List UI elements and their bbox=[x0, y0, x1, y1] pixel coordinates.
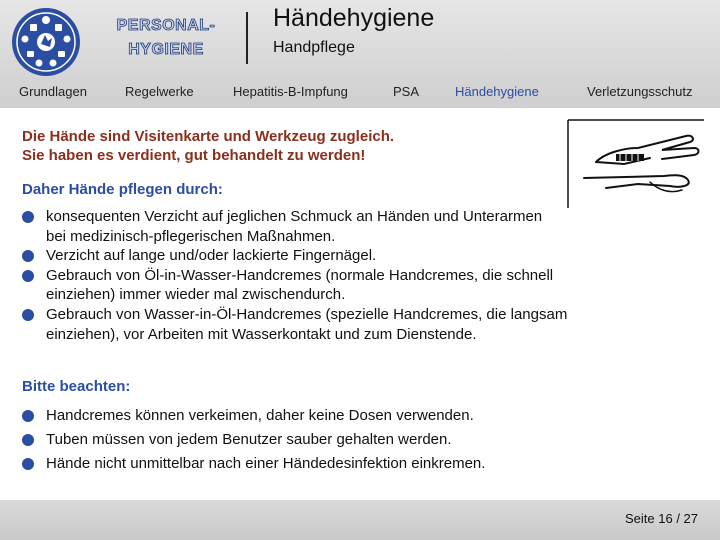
list-item-text: Hände nicht unmittelbar nach einer Händedesinfektion einkremen. bbox=[46, 455, 486, 472]
section-heading-pflege: Daher Hände pflegen durch: bbox=[22, 181, 223, 198]
list-item bbox=[22, 452, 622, 476]
nav-item-hepatitis-b-impfung[interactable]: Hepatitis-B-Impfung bbox=[233, 84, 348, 99]
list-item-line-2: bei medizinisch-pflegerischen Maßnahmen. bbox=[46, 227, 336, 245]
lead-statement bbox=[22, 127, 394, 165]
bullet-icon bbox=[22, 410, 34, 422]
bullet-icon bbox=[22, 211, 34, 223]
care-list bbox=[22, 207, 672, 344]
list-item bbox=[22, 305, 672, 344]
list-item-line-1: Verzicht auf lange und/oder lackierte Fingernägel. bbox=[46, 247, 377, 265]
page-indicator: Seite 16 / 27 bbox=[625, 511, 698, 526]
bullet-icon bbox=[22, 270, 34, 282]
bullet-icon bbox=[22, 434, 34, 446]
bullet-icon bbox=[22, 458, 34, 470]
list-item bbox=[22, 246, 672, 266]
notes-list bbox=[22, 404, 622, 476]
list-item bbox=[22, 428, 622, 452]
brand-title bbox=[96, 14, 236, 62]
bullet-icon bbox=[22, 309, 34, 321]
list-item-text: Tuben müssen von jedem Benutzer sauber gehalten werden. bbox=[46, 431, 452, 448]
lead-line-1: Die Hände sind Visitenkarte und Werkzeug zugleich. bbox=[22, 128, 395, 145]
list-item-line-1: Gebrauch von Öl-in-Wasser-Handcremes (normale Handcremes, die schnell bbox=[46, 266, 554, 284]
lead-line-2: Sie haben es verdient, gut behandelt zu werden! bbox=[22, 147, 366, 164]
list-item bbox=[22, 266, 672, 305]
list-item bbox=[22, 207, 672, 246]
nav-item-regelwerke[interactable]: Regelwerke bbox=[125, 84, 194, 99]
list-item-line-2: einziehen) immer wieder mal zwischendurch. bbox=[46, 286, 346, 304]
hands-cream-illustration-icon bbox=[566, 118, 706, 210]
page-title: Händehygiene bbox=[273, 4, 435, 32]
header-divider bbox=[246, 12, 248, 64]
brand-line-2: HYGIENE bbox=[128, 41, 204, 58]
brand-line-1: PERSONAL- bbox=[116, 17, 216, 34]
header-bar bbox=[0, 0, 720, 108]
footer-bar bbox=[0, 500, 720, 540]
section-heading-beachten: Bitte beachten: bbox=[22, 378, 131, 395]
nav-item-psa[interactable]: PSA bbox=[393, 84, 420, 99]
nav-item-haendehygiene[interactable]: Händehygiene bbox=[455, 84, 539, 99]
nav-item-grundlagen[interactable]: Grundlagen bbox=[19, 84, 87, 99]
bullet-icon bbox=[22, 250, 34, 262]
nav-item-verletzungsschutz[interactable]: Verletzungsschutz bbox=[587, 84, 693, 99]
list-item bbox=[22, 404, 622, 428]
list-item-text: Handcremes können verkeimen, daher keine Dosen verwenden. bbox=[46, 407, 474, 424]
personal-hygiene-logo-icon bbox=[10, 6, 82, 78]
list-item-line-1: Gebrauch von Wasser-in-Öl-Handcremes (spezielle Handcremes, die langsam bbox=[46, 305, 568, 323]
page-subtitle: Handpflege bbox=[273, 39, 355, 56]
main-navigation bbox=[0, 80, 720, 104]
list-item-line-2: einziehen), vor Arbeiten mit Wasserkontakt und zum Dienstende. bbox=[46, 325, 477, 343]
list-item-line-1: konsequenten Verzicht auf jeglichen Schmuck an Händen und Unterarmen bbox=[46, 208, 543, 225]
